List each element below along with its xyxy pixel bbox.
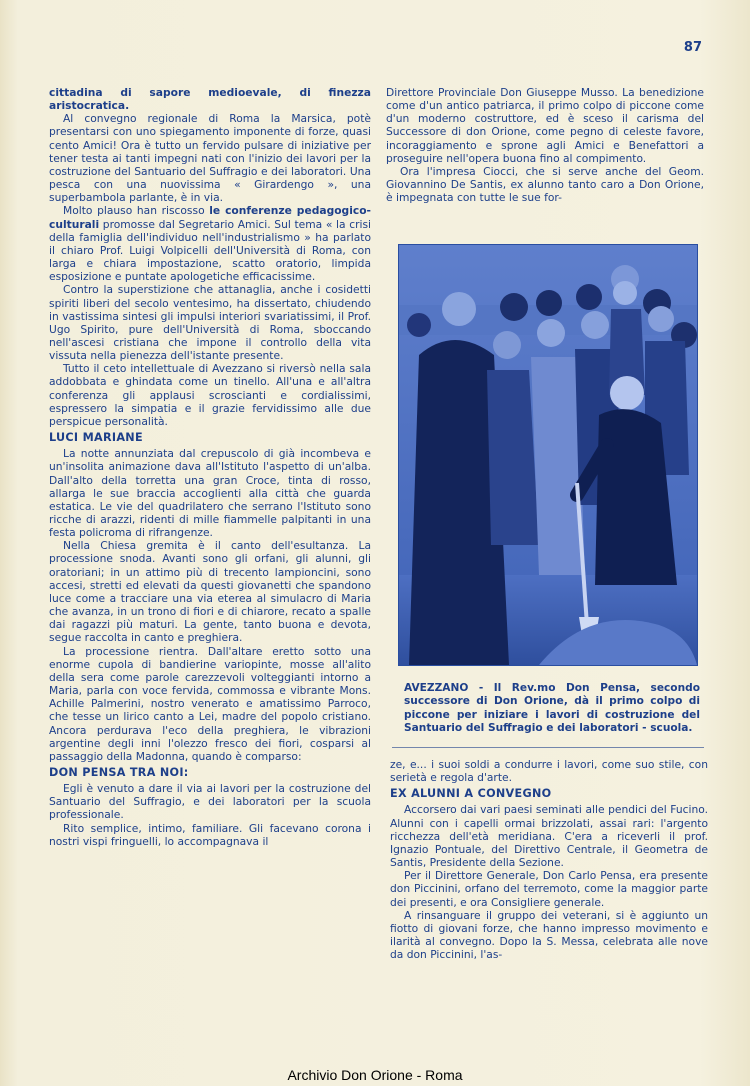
text-run: promosse dal Segretario Amici. Sul tema « la crisi della famiglia dell'individuo nell'industrialismo » ha parlato il chiaro Prof. Luigi Volpicelli dell'Università di Roma, con larga e chiara impostazione, scatto oratorio, limpida esposizione e puntate apologetiche efficacissime. [49, 217, 371, 284]
paragraph: Egli è venuto a dare il via ai lavori per la costruzione del Santuario del Suffragio, e dei laboratori per la scuola professionale. [49, 782, 371, 822]
paragraph: Tutto il ceto intellettuale di Avezzano si riversò nella sala addobbata e ghindata come un tinello. All'una e all'altra conferenza gli applausi scroscianti e cordialissimi, espressero la simpatia e il grazie fervidissimo alle due perspicue personalità. [49, 362, 371, 428]
bold-text: le conferenze pedagogico-culturali [49, 204, 371, 231]
paragraph: Accorsero dai vari paesi seminati alle pendici del Fucino. Alunni con i capelli ormai brizzolati, assai rari: l'argento ricchezza dell'età meridiana. C'era a riceverli il prof. Ignazio Pontuale, del Direttivo Centrale, il Geometra de Santis, Presidente della Sezione. [390, 803, 708, 870]
section-heading: LUCI MARIANE [49, 431, 143, 445]
paragraph: Al convegno regionale di Roma la Marsica, potè presentarsi con uno spiegamento imponente di forze, quasi cento Amici! Ora è tutto un fervido pulsare di iniziative per tener testa ai tanti impegni nati con l'inizio dei lavori per la costruzione del Santuario del Suffragio e dei laboratori. Una pesca con una nuovissima « Girardengo », una superbambola parlante, è in via. [49, 112, 371, 205]
paragraph: cittadina di sapore medioevale, di finezza aristocratica. [49, 86, 371, 113]
left-column [49, 86, 371, 848]
paragraph: ze, e... i suoi soldi a condurre i lavori, come suo stile, con serietà e regola d'arte. [390, 758, 708, 785]
paragraph: Ora l'impresa Ciocci, che si serve anche del Geom. Giovannino De Santis, ex alunno tanto caro a Don Orione, è impegnata con tutte le sue for- [386, 164, 704, 205]
paragraph [49, 204, 371, 283]
paragraph: Per il Direttore Generale, Don Carlo Pensa, era presente don Piccinini, orfano del terremoto, come la maggior parte dei presenti, e ora Consigliere generale. [390, 869, 708, 909]
right-column-bottom [390, 758, 708, 961]
photo-caption: AVEZZANO - Il Rev.mo Don Pensa, secondo successore di Don Orione, dà il primo colpo di piccone per iniziare i lavori di costruzione del Santuario del Suffragio e dei laboratori - scuola. [404, 682, 700, 734]
paragraph: Nella Chiesa gremita è il canto dell'esultanza. La processione snoda. Avanti sono gli orfani, gli alunni, gli oratoriani; in un attimo più di trecento lampioncini, sono accesi, stretti ed elevati da questi giovanetti che spandono luce come a tracciare una via eterea al simulacro di Maria che avanza, in un trono di fiori e di chiarore, recato a spalle dai ragazzi più maturi. La gente, tanto buona e devota, segue raccolta in canto e preghiera. [49, 539, 371, 645]
page-number: 87 [683, 40, 702, 55]
photo-groundbreaking [398, 244, 698, 666]
paragraph: Direttore Provinciale Don Giuseppe Musso. La benedizione come d'un antico patriarca, il primo colpo di piccone come d'un moderno costruttore, ed è sceso il carisma del Successore di don Orione, come pegno di celeste favore, incoraggiamento e sprone agli Amici e Benefattori a proseguire nell'opera buona fino al compimento. [386, 86, 704, 165]
photo-illustration [399, 245, 697, 665]
paragraph: La processione rientra. Dall'altare eretto sotto una enorme cupola di bandierine variopinte, mosse all'alito della sera come parole carezzevoli volteggianti intorno a Maria, parla con voce fervida, commossa e vibrante Mons. Achille Palmerini, nostro venerato e amatissimo Parroco, che tesse un lirico canto a Lei, madre del popolo cristiano. Ancora perdurava l'eco della preghiera, le vibrazioni argentine degli inni l'olezzo fresco dei fiori, cosparsi al passaggio della Madonna, quando è comparso: [49, 644, 371, 763]
section-heading: DON PENSA TRA NOI: [49, 765, 189, 779]
divider [392, 747, 704, 748]
right-column-top [386, 86, 704, 204]
text-run: Molto plauso han riscosso [63, 204, 210, 218]
paragraph: Contro la superstizione che attanaglia, anche i cosidetti spiriti liberi del secolo ventesimo, ha dissertato, chiudendo in vastissima sintesi gli impulsi interiori svariatissimi, il Prof. Ugo Spirito, pure dell'Università di Roma, sboccando nell'ascesi cristiana che impone il controllo della vita vissuta nella pienezza dell'istante presente. [49, 283, 371, 363]
paragraph: A rinsanguare il gruppo dei veterani, si è aggiunto un fiotto di giovani forze, che hanno impresso movimento e ilarità al convegno. Dopo la S. Messa, celebrata alle nove da don Piccinini, l'as- [390, 908, 708, 962]
paragraph: Rito semplice, intimo, familiare. Gli facevano corona i nostri vispi fringuelli, lo accompagnava il [49, 821, 371, 848]
paragraph: La notte annunziata dal crepuscolo di già incombeva e un'insolita animazione dava all'Istituto l'aspetto di un'alba. Dall'alto della torretta una gran Croce, tinta di rosso, allarga le sue braccia accoglienti alla città che guarda estatica. Le vie del quadrilatero che serrano l'Istituto sono ricche di arazzi, ridenti di mille fiammelle palpitanti in una festa policroma di rifrangenze. [49, 447, 371, 540]
archive-footer: Archivio Don Orione - Roma [287, 1067, 463, 1083]
section-heading: EX ALUNNI A CONVEGNO [390, 787, 552, 801]
